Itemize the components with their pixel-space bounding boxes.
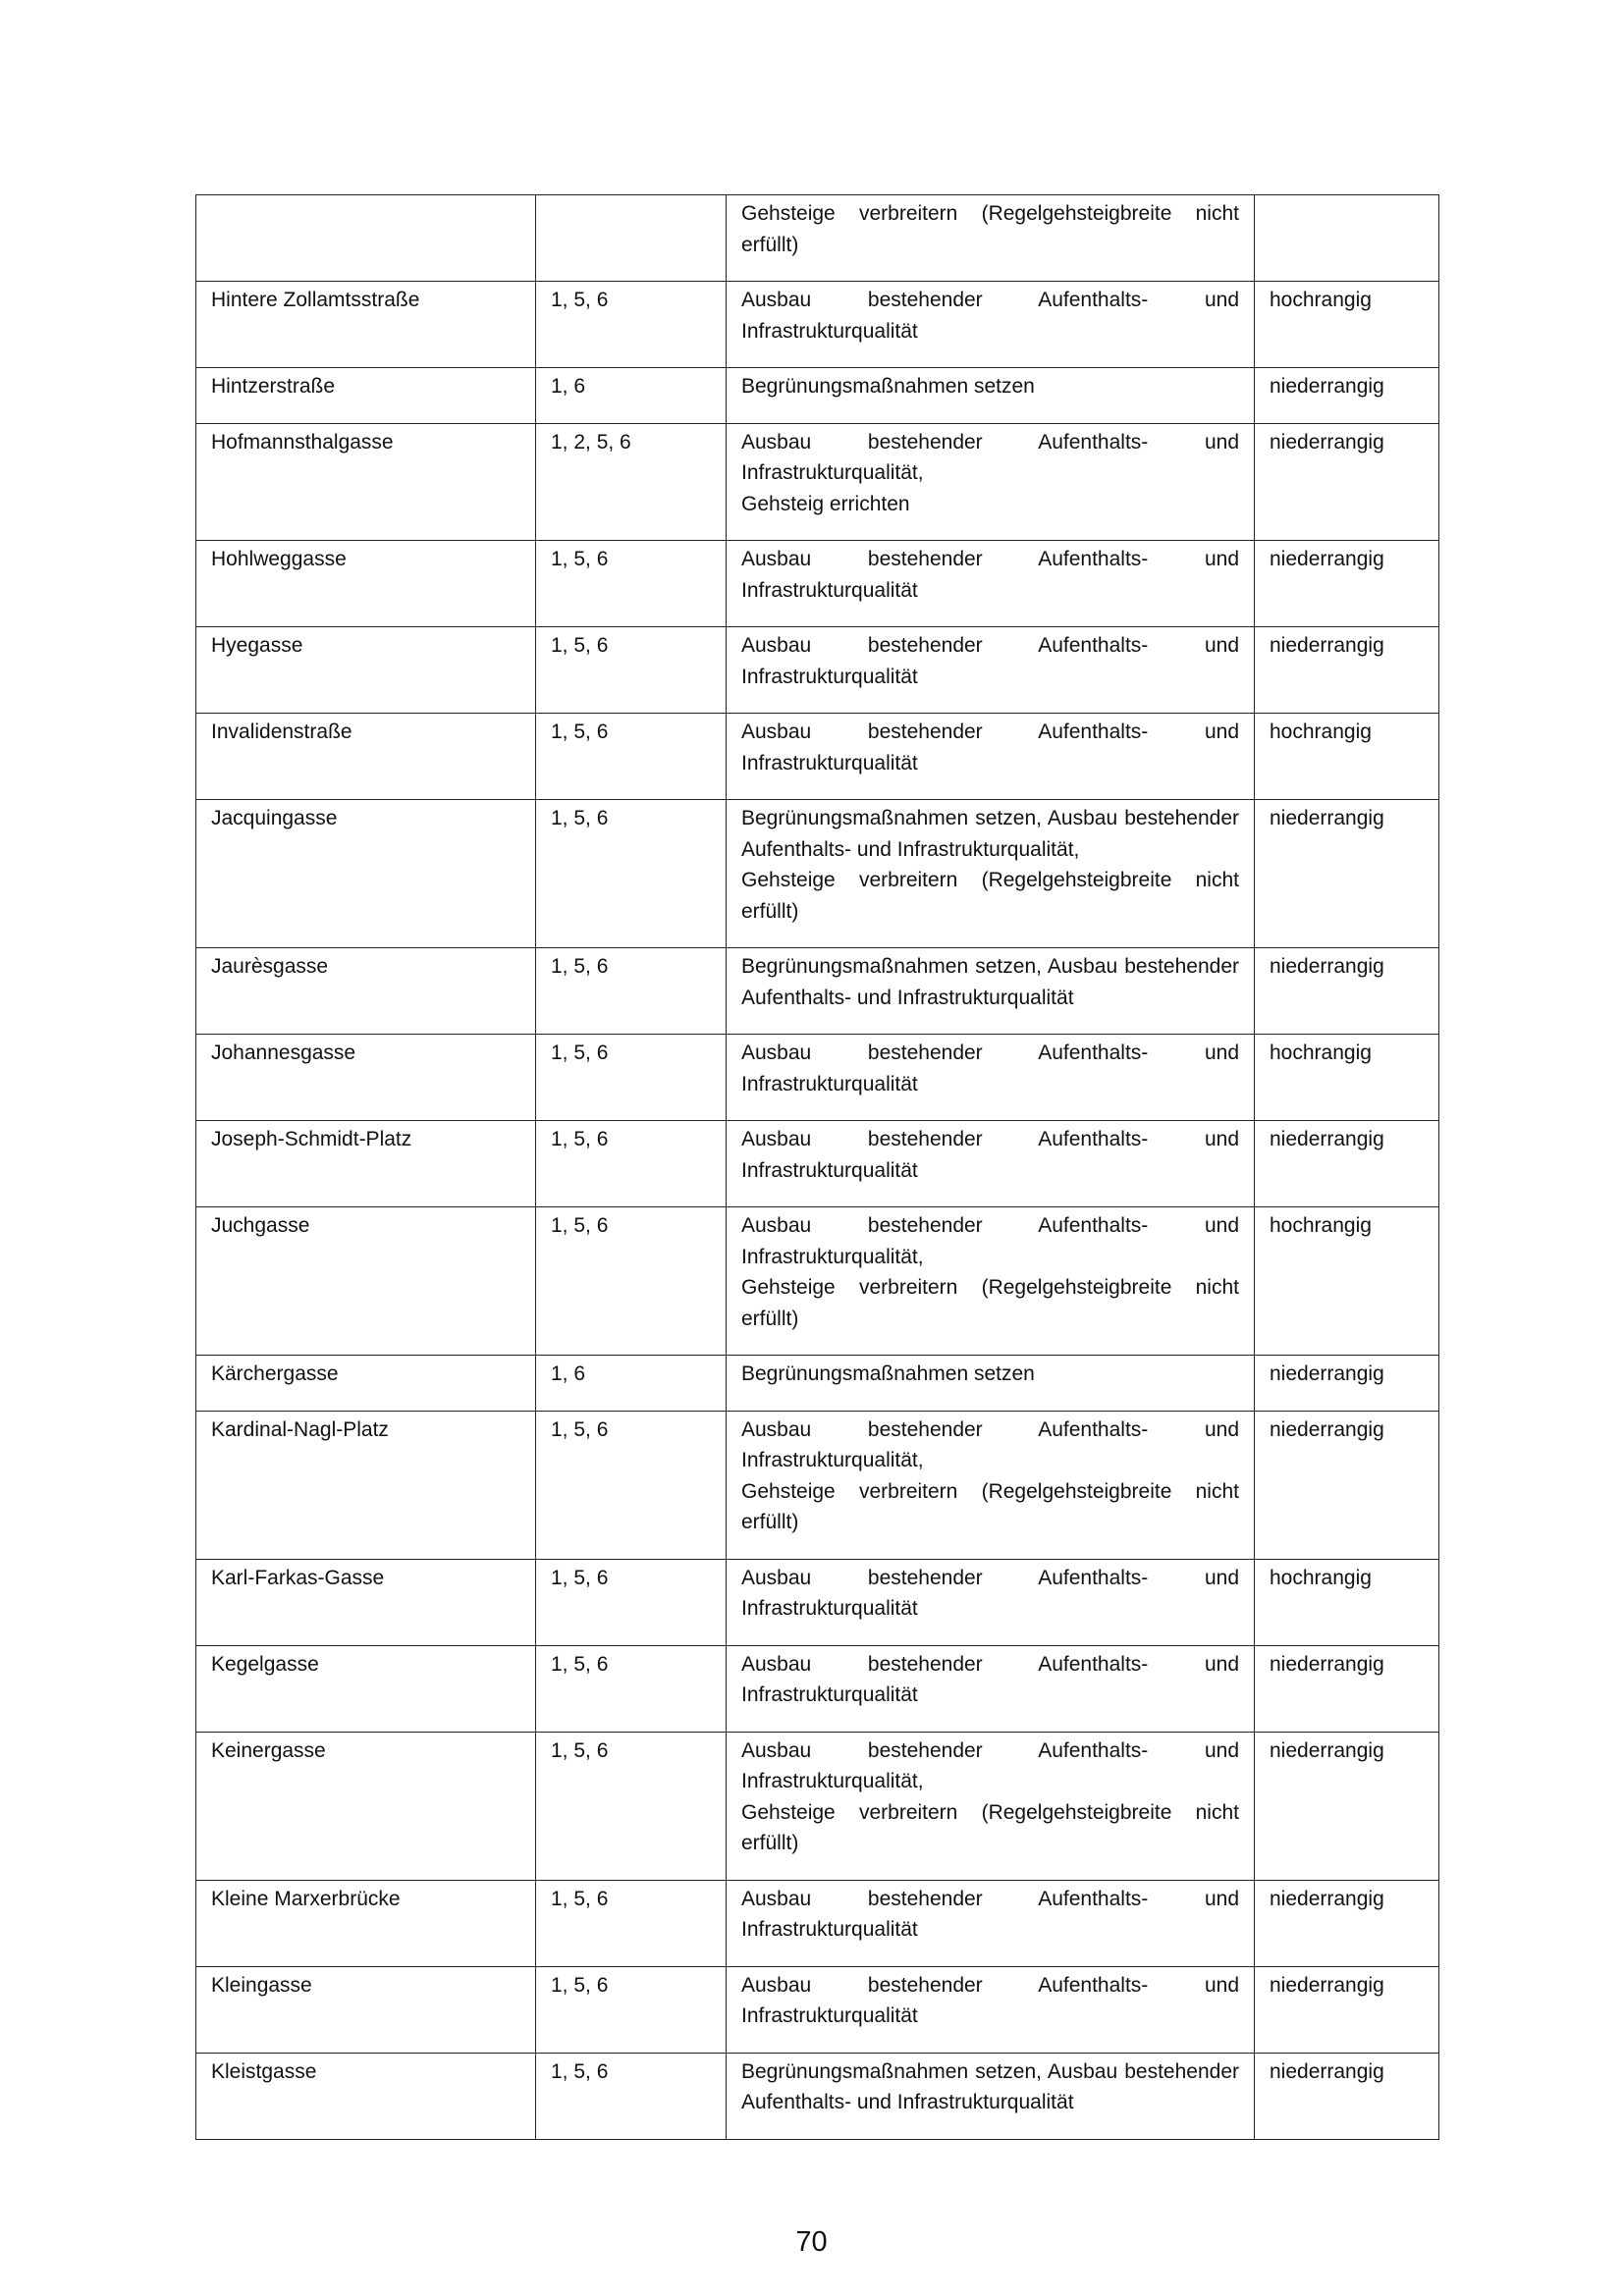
criteria-codes-cell: 1, 5, 6: [536, 800, 727, 948]
measure-text: Ausbau bestehender Aufenthalts- und Infrastrukturqualität,: [741, 1214, 1239, 1268]
road-rank-cell: hochrangig: [1255, 1207, 1439, 1356]
measure-text: Gehsteige verbreitern (Regelgehsteigbreite nicht erfüllt): [741, 1800, 1239, 1854]
measures-cell: [727, 1411, 1255, 1559]
measures-cell: [727, 423, 1255, 541]
measure-text: Begrünungsmaßnahmen setzen, Ausbau bestehender Aufenthalts- und Infrastrukturqualität,: [741, 807, 1239, 861]
table-row: [196, 368, 1439, 424]
criteria-codes-cell: 1, 5, 6: [536, 1645, 727, 1732]
measure-text: Ausbau bestehender Aufenthalts- und Infrastrukturqualität: [741, 1973, 1239, 2027]
table-row: [196, 1645, 1439, 1732]
table-row: [196, 282, 1439, 368]
measure-text: Gehsteige verbreitern (Regelgehsteigbreite nicht erfüllt): [741, 202, 1239, 256]
criteria-codes-cell: 1, 5, 6: [536, 627, 727, 714]
measure-text: Ausbau bestehender Aufenthalts- und Infrastrukturqualität: [741, 721, 1239, 774]
criteria-codes-cell: 1, 5, 6: [536, 714, 727, 800]
measures-cell: [727, 1966, 1255, 2053]
street-name-cell: Kardinal-Nagl-Platz: [196, 1411, 536, 1559]
measures-cell: [727, 282, 1255, 368]
road-rank-cell: niederrangig: [1255, 1356, 1439, 1412]
street-name-cell: Hofmannsthalgasse: [196, 423, 536, 541]
criteria-codes-cell: 1, 5, 6: [536, 1207, 727, 1356]
street-name-cell: Johannesgasse: [196, 1035, 536, 1121]
road-rank-cell: niederrangig: [1255, 800, 1439, 948]
road-rank-cell: [1255, 195, 1439, 282]
criteria-codes-cell: 1, 5, 6: [536, 948, 727, 1035]
street-name-cell: Hintere Zollamtsstraße: [196, 282, 536, 368]
road-rank-cell: hochrangig: [1255, 714, 1439, 800]
street-name-cell: Kleine Marxerbrücke: [196, 1880, 536, 1966]
table-row: [196, 195, 1439, 282]
criteria-codes-cell: 1, 5, 6: [536, 1559, 727, 1645]
table-row: [196, 541, 1439, 627]
street-name-cell: Hohlweggasse: [196, 541, 536, 627]
measure-text: Begrünungsmaßnahmen setzen, Ausbau bestehender Aufenthalts- und Infrastrukturqualität: [741, 2059, 1239, 2113]
measure-text: Gehsteige verbreitern (Regelgehsteigbreite nicht erfüllt): [741, 1276, 1239, 1330]
street-name-cell: Hintzerstraße: [196, 368, 536, 424]
criteria-codes-cell: 1, 5, 6: [536, 1732, 727, 1880]
road-rank-cell: hochrangig: [1255, 1559, 1439, 1645]
measures-cell: [727, 541, 1255, 627]
table-row: [196, 1411, 1439, 1559]
table-body: [196, 195, 1439, 2140]
measures-cell: [727, 714, 1255, 800]
criteria-codes-cell: 1, 5, 6: [536, 2053, 727, 2139]
measures-cell: [727, 368, 1255, 424]
measure-text: Ausbau bestehender Aufenthalts- und Infrastrukturqualität: [741, 548, 1239, 602]
road-rank-cell: niederrangig: [1255, 1966, 1439, 2053]
criteria-codes-cell: [536, 195, 727, 282]
measure-text: Ausbau bestehender Aufenthalts- und Infrastrukturqualität,: [741, 430, 1239, 484]
measures-cell: [727, 948, 1255, 1035]
table-row: [196, 948, 1439, 1035]
measure-text: Ausbau bestehender Aufenthalts- und Infrastrukturqualität: [741, 1566, 1239, 1620]
table-row: [196, 1966, 1439, 2053]
measures-cell: [727, 1035, 1255, 1121]
street-name-cell: Kleingasse: [196, 1966, 536, 2053]
measure-text: Ausbau bestehender Aufenthalts- und Infrastrukturqualität: [741, 1652, 1239, 1706]
road-rank-cell: niederrangig: [1255, 948, 1439, 1035]
street-name-cell: Jaurèsgasse: [196, 948, 536, 1035]
street-measures-table: [195, 194, 1439, 2140]
criteria-codes-cell: 1, 5, 6: [536, 282, 727, 368]
measure-text: Ausbau bestehender Aufenthalts- und Infrastrukturqualität,: [741, 1417, 1239, 1471]
measures-cell: [727, 1207, 1255, 1356]
criteria-codes-cell: 1, 2, 5, 6: [536, 423, 727, 541]
road-rank-cell: niederrangig: [1255, 2053, 1439, 2139]
road-rank-cell: hochrangig: [1255, 282, 1439, 368]
measures-cell: [727, 1356, 1255, 1412]
street-name-cell: Hyegasse: [196, 627, 536, 714]
table-row: [196, 800, 1439, 948]
table-row: [196, 423, 1439, 541]
measures-cell: [727, 1732, 1255, 1880]
table-row: [196, 714, 1439, 800]
measure-text: Ausbau bestehender Aufenthalts- und Infrastrukturqualität: [741, 1041, 1239, 1095]
street-name-cell: Jacquingasse: [196, 800, 536, 948]
road-rank-cell: hochrangig: [1255, 1035, 1439, 1121]
criteria-codes-cell: 1, 5, 6: [536, 1411, 727, 1559]
measure-text: Begrünungsmaßnahmen setzen: [741, 1362, 1035, 1385]
street-name-cell: Kärchergasse: [196, 1356, 536, 1412]
street-name-cell: Karl-Farkas-Gasse: [196, 1559, 536, 1645]
table-row: [196, 1559, 1439, 1645]
street-name-cell: Kleistgasse: [196, 2053, 536, 2139]
road-rank-cell: niederrangig: [1255, 368, 1439, 424]
measure-text: Gehsteig errichten: [741, 492, 910, 515]
table-row: [196, 1732, 1439, 1880]
measures-cell: [727, 1121, 1255, 1207]
criteria-codes-cell: 1, 5, 6: [536, 541, 727, 627]
measure-text: Ausbau bestehender Aufenthalts- und Infrastrukturqualität: [741, 289, 1239, 343]
measures-cell: [727, 800, 1255, 948]
road-rank-cell: niederrangig: [1255, 423, 1439, 541]
criteria-codes-cell: 1, 6: [536, 1356, 727, 1412]
road-rank-cell: niederrangig: [1255, 1645, 1439, 1732]
table-row: [196, 2053, 1439, 2139]
criteria-codes-cell: 1, 5, 6: [536, 1035, 727, 1121]
measure-text: Gehsteige verbreitern (Regelgehsteigbreite nicht erfüllt): [741, 869, 1239, 923]
criteria-codes-cell: 1, 5, 6: [536, 1121, 727, 1207]
measure-text: Gehsteige verbreitern (Regelgehsteigbreite nicht erfüllt): [741, 1479, 1239, 1533]
street-name-cell: Invalidenstraße: [196, 714, 536, 800]
page-number: 70: [795, 2226, 828, 2258]
criteria-codes-cell: 1, 5, 6: [536, 1966, 727, 2053]
table-row: [196, 627, 1439, 714]
street-name-cell: [196, 195, 536, 282]
criteria-codes-cell: 1, 6: [536, 368, 727, 424]
measure-text: Begrünungsmaßnahmen setzen, Ausbau bestehender Aufenthalts- und Infrastrukturqualität: [741, 955, 1239, 1009]
measure-text: Ausbau bestehender Aufenthalts- und Infrastrukturqualität: [741, 634, 1239, 688]
road-rank-cell: niederrangig: [1255, 541, 1439, 627]
street-name-cell: Kegelgasse: [196, 1645, 536, 1732]
measure-text: Begrünungsmaßnahmen setzen: [741, 375, 1035, 398]
road-rank-cell: niederrangig: [1255, 1411, 1439, 1559]
table-row: [196, 1035, 1439, 1121]
street-name-cell: Juchgasse: [196, 1207, 536, 1356]
measures-cell: [727, 195, 1255, 282]
measure-text: Ausbau bestehender Aufenthalts- und Infrastrukturqualität,: [741, 1738, 1239, 1792]
table-row: [196, 1207, 1439, 1356]
table-row: [196, 1121, 1439, 1207]
road-rank-cell: niederrangig: [1255, 1880, 1439, 1966]
table-row: [196, 1356, 1439, 1412]
measure-text: Ausbau bestehender Aufenthalts- und Infrastrukturqualität: [741, 1887, 1239, 1941]
measures-cell: [727, 627, 1255, 714]
road-rank-cell: niederrangig: [1255, 627, 1439, 714]
road-rank-cell: niederrangig: [1255, 1121, 1439, 1207]
measures-cell: [727, 1645, 1255, 1732]
table-row: [196, 1880, 1439, 1966]
street-name-cell: Keinergasse: [196, 1732, 536, 1880]
measure-text: Ausbau bestehender Aufenthalts- und Infrastrukturqualität: [741, 1128, 1239, 1182]
criteria-codes-cell: 1, 5, 6: [536, 1880, 727, 1966]
measures-cell: [727, 1880, 1255, 1966]
street-name-cell: Joseph-Schmidt-Platz: [196, 1121, 536, 1207]
measures-cell: [727, 1559, 1255, 1645]
measures-cell: [727, 2053, 1255, 2139]
road-rank-cell: niederrangig: [1255, 1732, 1439, 1880]
